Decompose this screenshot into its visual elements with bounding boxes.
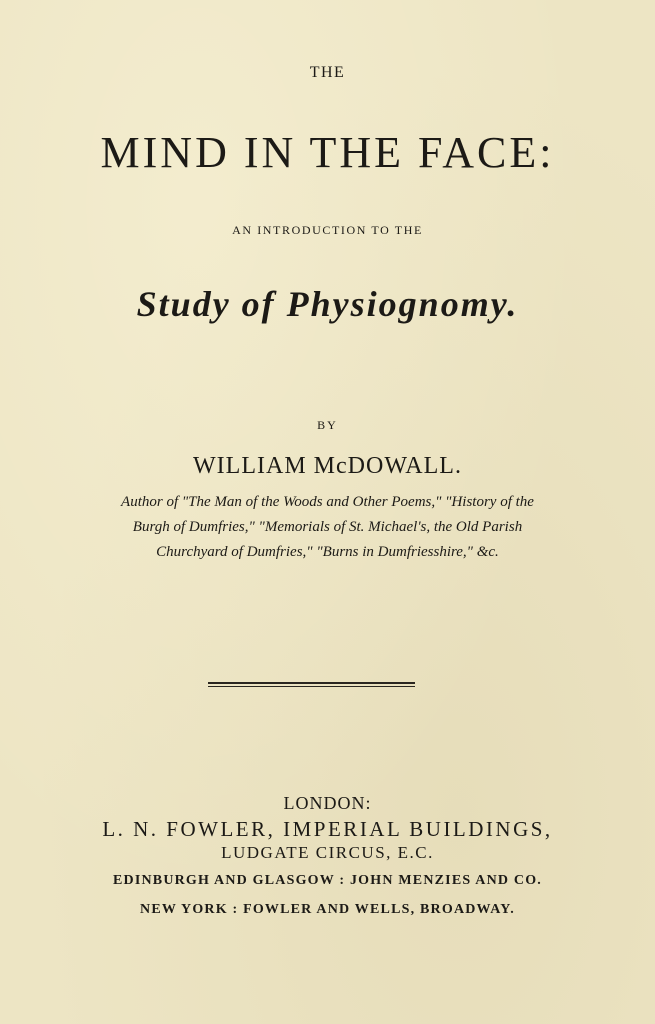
main-title: MIND IN THE FACE: [100,128,555,177]
publisher-edinburgh: EDINBURGH AND GLASGOW : JOHN MENZIES AND CO. [112,873,543,888]
credits-line: Author of "The Man of the Woods and Other Poems," "History of the [121,494,534,510]
rule-thin [208,686,415,687]
author-name: WILLIAM McDOWALL. [193,453,462,479]
subtitle-blackletter: Study of Physiognomy. [136,284,519,324]
publisher-address: LUDGATE CIRCUS, E.C. [221,843,434,862]
rule-thick [208,682,415,684]
by-line: BY [317,418,338,432]
intro-line: AN INTRODUCTION TO THE [232,223,423,237]
credits-line: Churchyard of Dumfries," "Burns in Dumfriesshire," &c. [156,544,499,560]
author-credits [40,490,615,565]
title-article: THE [309,64,346,81]
publisher-city: LONDON: [283,793,372,813]
publisher-new-york: NEW YORK : FOWLER AND WELLS, BROADWAY. [140,902,515,917]
credits-line: Burgh of Dumfries," "Memorials of St. Michael's, the Old Parish [132,519,523,535]
publisher-name: L. N. FOWLER, IMPERIAL BUILDINGS, [102,817,553,841]
double-rule-divider [208,682,415,687]
